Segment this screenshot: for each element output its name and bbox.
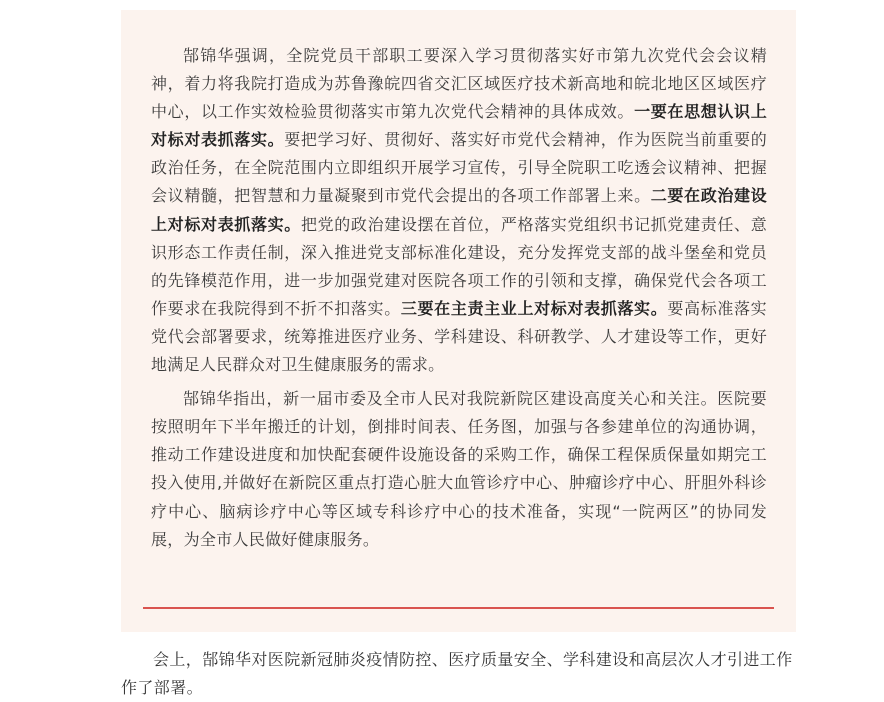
quote-text (151, 42, 767, 554)
quote-p1-text-3: 把党的政治建设摆在首位，严格落实党组织书记抓党建责任、意识形态工作责任制，深入推进党支部标准化建设，充分发挥党支部的战斗堡垒和党员的先锋模范作用，进一步加强党建对医院各项工作的引领和支撑，确保党代会各项工作要求在我院得到不折不扣落实。 (151, 214, 768, 318)
quote-divider (143, 607, 774, 609)
quote-p1-text-4: 要高标准落实党代会部署要求，统筹推进医疗业务、学科建设、科研教学、人才建设等工作，更好地满足人民群众对卫生健康服务的需求。 (151, 298, 767, 375)
quote-p1-emphasis-3: 三要在主责主业上对标对表抓落实。 (400, 298, 668, 318)
quote-p1-emphasis-1: 一要在思想认识上对标对表抓落实。 (151, 102, 768, 150)
quote-paragraph-1 (151, 42, 767, 379)
quote-paragraph-2: 郜锦华指出，新一届市委及全市人民对我院新院区建设高度关心和关注。医院要按照明年下半年搬迁的计划，倒排时间表、任务图，加强与各参建单位的沟通协调，推动工作建设进度和加快配套硬件设施设备的采购工作，确保工程保质保量如期完工投入使用,并做好在新院区重点打造心脏大血管诊疗中心、肿瘤诊疗中心、肝胆外科诊疗中心、脑病诊疗中心等区域专科诊疗中心的技术准备，实现“一院两区”的协同发展，为全市人民做好健康服务。 (151, 389, 767, 549)
quote-p1-text-1: 郜锦华强调，全院党员干部职工要深入学习贯彻落实好市第九次党代会会议精神，着力将我院打造成为苏鲁豫皖四省交汇区域医疗技术新高地和皖北地区区域医疗中心，以工作实效检验贯彻落实市第九次党代会精神的具体成效。 (151, 46, 767, 122)
quote-p1-emphasis-2: 二要在政治建设上对标对表抓落实。 (151, 186, 767, 234)
quote-p1-text-2: 要把学习好、贯彻好、落实好市党代会精神，作为医院当前重要的政治任务，在全院范围内立即组织开展学习宣传，引导全院职工吃透会议精神、把握会议精髓，把智慧和力量凝聚到市党代会提出的各项工作部署上来。 (151, 130, 767, 206)
body-paragraph-1: 会上，郜锦华对医院新冠肺炎疫情防控、医疗质量安全、学科建设和高层次人才引进工作作了部署。 (121, 650, 793, 697)
